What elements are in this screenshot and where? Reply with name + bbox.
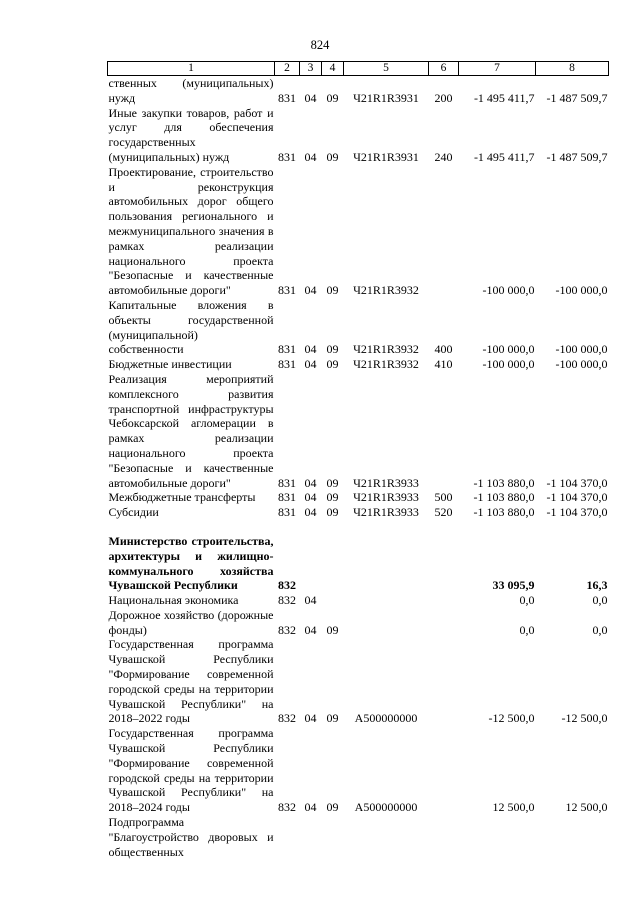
row-name-cell: Подпрограмма "Благоустройство дворовых и общественных [108,815,274,859]
section-code-cell [300,534,322,593]
ministry-code-cell: 831 [278,357,296,372]
target-article-cell: А500000000 [354,711,418,726]
ministry-code-cell: 832 [278,622,296,637]
spacer-row [108,520,609,534]
table-row [108,637,609,726]
subsection-code-cell: 09 [326,149,339,164]
row-name-cell: ственных (муниципальных) нужд [108,76,274,105]
row-name-cell: Реализация мероприятий комплексного развития транспортной инфраструктуры Чебоксарской агломерации в рамках реализации национального проекта "Безопасные и качественные автомобильные дороги" [108,371,274,490]
amount-cell: -100 000,0 [482,342,535,357]
row-name-cell: Проектирование, строительство и реконструкция автомобильных дорог общего пользования регионального и межмуниципального значения в рамках реализации национального проекта "Безопасные и качественные автомобильные дороги" [108,164,274,298]
amount-cell: 12 500,0 [565,800,608,815]
subsection-code-cell: 09 [326,357,339,372]
amount-cell: -100 000,0 [482,283,535,298]
target-article-cell: А500000000 [354,800,418,815]
row-name-cell: Бюджетные инвестиции [108,357,232,372]
amount-cell: 16,3 [586,578,608,593]
amount-cell: -1 103 880,0 [473,475,535,490]
subsection-code-cell: 09 [326,475,339,490]
amount-cell: -1 103 880,0 [473,490,535,505]
amount-cell [459,815,536,859]
column-header: 4 [322,62,344,76]
section-code-cell: 04 [304,490,317,505]
expense-type-cell [429,593,459,608]
expense-type-cell: 410 [434,357,453,372]
table-row [108,593,609,608]
ministry-code-cell [275,815,300,859]
target-article-cell: Ч21R1R3932 [353,283,419,298]
table-row-ministry [108,534,609,593]
section-code-cell: 04 [304,149,317,164]
ministry-code-cell: 832 [278,711,296,726]
table-body [108,76,609,860]
target-article-cell: Ч21R1R3931 [353,90,419,105]
target-article-cell [344,608,429,638]
ministry-code-cell: 831 [278,90,296,105]
section-code-cell: 04 [304,505,317,520]
amount-cell: -100 000,0 [555,357,608,372]
expense-type-cell: 240 [434,149,453,164]
amount-cell: -100 000,0 [555,342,608,357]
table-row [108,815,609,859]
row-name-cell: Государственная программа Чувашской Республики "Формирование современной городской среды на территории Чувашской Республики" на 2018–2022 годы [108,637,274,726]
amount-cell: -100 000,0 [555,283,608,298]
section-code-cell: 04 [304,593,317,608]
subsection-code-cell: 09 [326,800,339,815]
section-code-cell: 04 [304,622,317,637]
amount-cell: 0,0 [519,593,535,608]
table-row [108,490,609,505]
table-row [108,505,609,520]
subsection-code-cell: 09 [326,505,339,520]
section-code-cell: 04 [304,90,317,105]
expense-type-cell [429,608,459,638]
column-header: 2 [275,62,300,76]
ministry-code-cell: 832 [278,578,296,593]
target-article-cell: Ч21R1R3933 [353,505,419,520]
subsection-code-cell: 09 [326,711,339,726]
section-code-cell: 04 [304,342,317,357]
expense-type-cell: 200 [434,90,453,105]
amount-cell: 0,0 [592,593,608,608]
expense-type-cell [429,165,459,298]
column-header: 6 [429,62,459,76]
row-name-cell: Министерство строительства, архитектуры и жилищно-коммунального хозяйства Чувашской Республики [108,533,274,593]
amount-cell: -1 487 509,7 [546,90,608,105]
budget-table [107,61,609,859]
subsection-code-cell: 09 [326,490,339,505]
column-header: 8 [536,62,609,76]
row-name-cell: Субсидии [108,505,159,520]
expense-type-cell: 520 [434,505,453,520]
spacer-cell [108,520,609,534]
table-row [108,165,609,298]
amount-cell: 12 500,0 [492,800,535,815]
amount-cell [536,815,609,859]
expense-type-cell: 500 [434,490,453,505]
table-row [108,298,609,357]
amount-cell: -100 000,0 [482,357,535,372]
subsection-code-cell: 09 [326,283,339,298]
amount-cell: -1 495 411,7 [473,90,535,105]
section-code-cell: 04 [304,357,317,372]
subsection-code-cell: 09 [326,342,339,357]
target-article-cell: Ч21R1R3933 [353,475,419,490]
row-name-cell: Государственная программа Чувашской Республики "Формирование современной городской среды на территории Чувашской Республики" на 2018–2024 годы [108,726,274,815]
amount-cell: -12 500,0 [561,711,608,726]
row-name-cell: Капитальные вложения в объекты государственной (муниципальной) собственности [108,297,274,357]
table-row [108,357,609,372]
ministry-code-cell: 832 [278,800,296,815]
amount-cell: -1 495 411,7 [473,149,535,164]
column-header: 7 [459,62,536,76]
ministry-code-cell: 832 [278,593,296,608]
amount-cell: 0,0 [519,622,535,637]
page-number: 824 [310,38,330,52]
amount-cell: -1 104 370,0 [546,475,608,490]
section-code-cell [300,815,322,859]
expense-type-cell [429,637,459,726]
amount-cell: -1 104 370,0 [546,505,608,520]
target-article-cell [344,534,429,593]
expense-type-cell [429,372,459,490]
subsection-code-cell: 09 [326,622,339,637]
ministry-code-cell: 831 [278,475,296,490]
target-article-cell: Ч21R1R3932 [353,357,419,372]
target-article-cell: Ч21R1R3933 [353,490,419,505]
row-name-cell: Межбюджетные трансферты [108,490,256,505]
expense-type-cell [429,726,459,815]
subsection-code-cell [322,534,344,593]
amount-cell: -1 104 370,0 [546,490,608,505]
table-row [108,726,609,815]
section-code-cell: 04 [304,711,317,726]
subsection-code-cell: 09 [326,90,339,105]
table-row [108,106,609,165]
ministry-code-cell: 831 [278,505,296,520]
expense-type-cell [429,815,459,859]
amount-cell: 0,0 [592,622,608,637]
table-row [108,608,609,638]
table-row [108,372,609,490]
column-header: 1 [108,62,275,76]
amount-cell: -1 487 509,7 [546,149,608,164]
column-header: 3 [300,62,322,76]
row-name-cell: Иные закупки товаров, работ и услуг для обеспечения государственных (муниципальных) нужд [108,105,274,164]
section-code-cell: 04 [304,800,317,815]
section-code-cell: 04 [304,283,317,298]
target-article-cell [344,815,429,859]
ministry-code-cell: 831 [278,342,296,357]
section-code-cell: 04 [304,475,317,490]
table-row [108,76,609,106]
ministry-code-cell: 831 [278,490,296,505]
ministry-code-cell: 831 [278,149,296,164]
amount-cell: -1 103 880,0 [473,505,535,520]
expense-type-cell: 400 [434,342,453,357]
column-number-row [108,62,609,76]
ministry-code-cell: 831 [278,283,296,298]
row-name-cell: Национальная экономика [108,593,239,608]
target-article-cell: Ч21R1R3932 [353,342,419,357]
target-article-cell [344,593,429,608]
expense-type-cell [429,534,459,593]
subsection-code-cell [322,593,344,608]
target-article-cell: Ч21R1R3931 [353,149,419,164]
row-name-cell: Дорожное хозяйство (дорожные фонды) [108,607,274,637]
amount-cell: 33 095,9 [492,578,535,593]
amount-cell: -12 500,0 [488,711,535,726]
column-header: 5 [344,62,429,76]
subsection-code-cell [322,815,344,859]
